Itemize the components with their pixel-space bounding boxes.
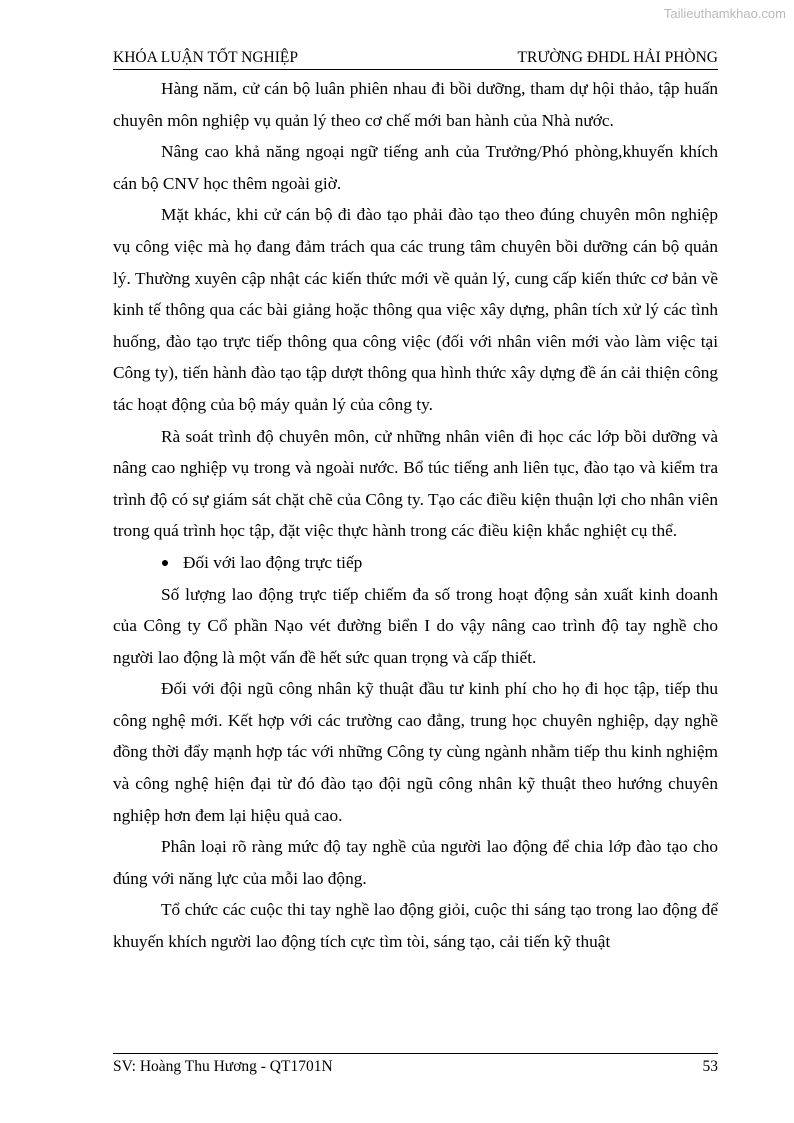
paragraph: Số lượng lao động trực tiếp chiếm đa số trong hoạt động sản xuất kinh doanh của Công ty Cổ phần Nạo vét đường biển I do vậy nâng cao trình độ tay nghề cho người lao động là một vấn đề hết sức quan trọng và cấp thiết. <box>113 584 718 667</box>
header-right-title: TRƯỜNG ĐHDL HẢI PHÒNG <box>517 49 718 66</box>
bullet-icon <box>162 560 168 566</box>
bullet-item <box>113 547 718 579</box>
paragraph: Mặt khác, khi cử cán bộ đi đào tạo phải đào tạo theo đúng chuyên môn nghiệp vụ công việc mà họ đang đảm trách qua các trung tâm chuyên bồi dưỡng cán bộ quản lý. Thường xuyên cập nhật các kiến thức mới về quản lý, cung cấp kiến thức cơ bản về kinh tế thông qua các bài giảng hoặc thông qua việc xây dựng, phân tích xử lý các tình huống, đào tạo trực tiếp thông qua công việc (đối với nhân viên mới vào làm việc tại Công ty), tiến hành đào tạo tập dượt thông qua hình thức xây dựng đề án cải thiện công tác hoạt động của bộ máy quản lý của công ty. <box>113 205 718 414</box>
paragraph: Tổ chức các cuộc thi tay nghề lao động giỏi, cuộc thi sáng tạo trong lao động để khuyến khích người lao động tích cực tìm tòi, sáng tạo, cải tiến kỹ thuật <box>113 900 718 952</box>
page-header <box>113 48 718 68</box>
header-left-title: KHÓA LUẬN TỐT NGHIỆP <box>113 49 298 66</box>
page-body <box>113 73 718 958</box>
footer-student: SV: Hoàng Thu Hương - QT1701N <box>113 1058 333 1075</box>
watermark: Tailieuthamkhao.com <box>663 6 786 21</box>
paragraph: Phân loại rõ ràng mức độ tay nghề của người lao động để chia lớp đào tạo cho đúng với năng lực của mỗi lao động. <box>113 837 718 888</box>
paragraph: Rà soát trình độ chuyên môn, cử những nhân viên đi học các lớp bồi dưỡng và nâng cao nghiệp vụ trong và ngoài nước. Bổ túc tiếng anh liên tục, đào tạo và kiểm tra trình độ có sự giám sát chặt chẽ của Công ty. Tạo các điều kiện thuận lợi cho nhân viên trong quá trình học tập, đặt việc thực hành trong các điều kiện khắc nghiệt cụ thể. <box>113 426 718 541</box>
paragraph: Nâng cao khả năng ngoại ngữ tiếng anh của Trưởng/Phó phòng,khuyến khích cán bộ CNV học thêm ngoài giờ. <box>113 142 718 193</box>
page-footer <box>113 1057 718 1077</box>
page-number: 53 <box>702 1058 718 1075</box>
bullet-text: Đối với lao động trực tiếp <box>183 552 363 572</box>
paragraph: Hàng năm, cử cán bộ luân phiên nhau đi bồi dưỡng, tham dự hội thảo, tập huấn chuyên môn nghiệp vụ quản lý theo cơ chế mới ban hành của Nhà nước. <box>113 79 718 130</box>
footer-divider <box>113 1053 718 1054</box>
header-divider <box>113 69 718 70</box>
paragraph: Đối với đội ngũ công nhân kỹ thuật đầu tư kinh phí cho họ đi học tập, tiếp thu công nghệ mới. Kết hợp với các trường cao đẳng, trung học chuyên nghiệp, dạy nghề đồng thời đẩy mạnh hợp tác với những Công ty cùng ngành nhằm tiếp thu kinh nghiệm và công nghệ hiện đại từ đó đào tạo đội ngũ công nhân kỹ thuật theo hướng chuyên nghiệp hơn đem lại hiệu quả cao. <box>113 679 718 825</box>
